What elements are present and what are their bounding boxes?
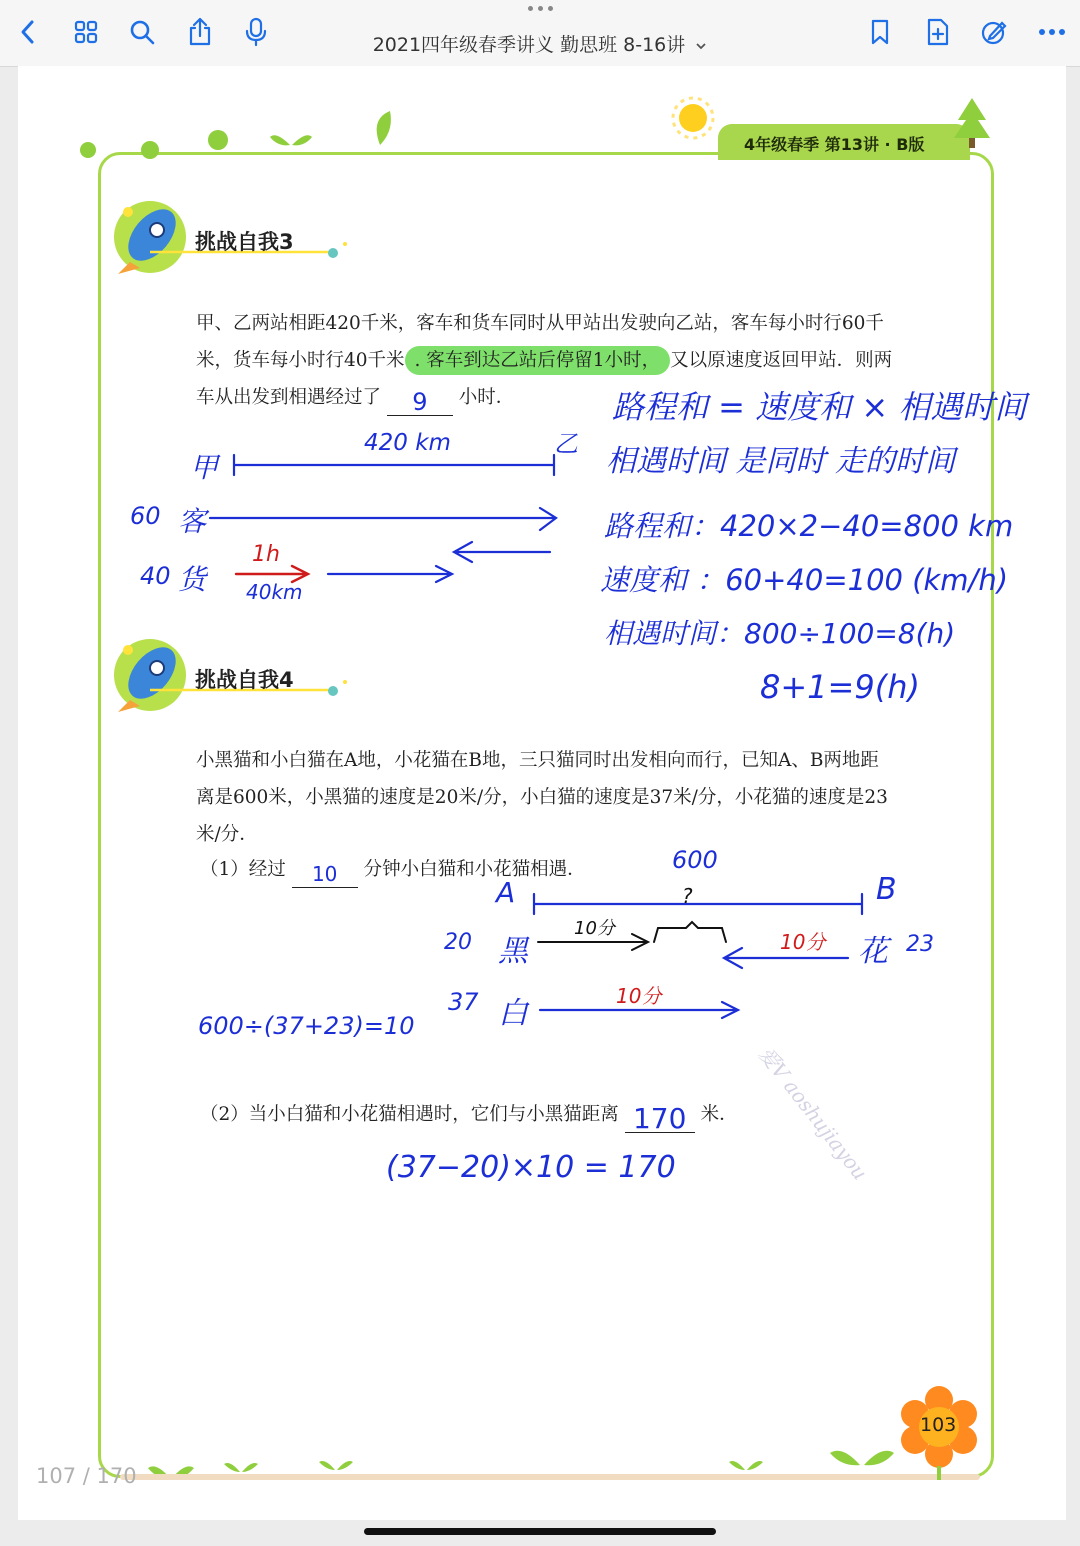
cats-diagram xyxy=(534,894,862,1018)
flower-cat-label: 花 xyxy=(858,934,888,969)
page-indicator: 107 / 170 xyxy=(36,1464,137,1488)
answer-blank: 170 xyxy=(625,1106,695,1133)
question-2 xyxy=(200,1096,975,1133)
sprout-icon xyxy=(80,111,391,159)
point-b-label: B xyxy=(876,872,897,907)
highlighted-text[interactable]: . 客车到达乙站后停留1小时， xyxy=(405,346,671,375)
text-line: 小黑猫和小白猫在A地，小花猫在B地，三只猫同时出发相向而行，已知A、B两地距 xyxy=(196,750,879,771)
flower-cat-time: 10分 xyxy=(780,930,826,954)
text-segment: 又以原速度返回甲站．则两 xyxy=(670,350,893,371)
point-a-label: A xyxy=(496,876,516,909)
handwritten-calc: 路程和：420×2−40=800 km xyxy=(604,509,1014,543)
bus-label: 客 xyxy=(178,505,207,538)
text-segment: （2）当小白猫和小花猫相遇时，它们与小黑猫距离 xyxy=(200,1104,619,1125)
challenge-4-title: 挑战自我4 xyxy=(195,668,294,692)
document-title-text: 2021四年级春季讲义 勤思班 8-16讲 xyxy=(372,34,686,56)
answer-blank: 9 xyxy=(387,389,453,416)
white-cat-time: 10分 xyxy=(616,984,662,1008)
challenge-3-title: 挑战自我3 xyxy=(195,230,294,254)
challenge-4-text xyxy=(196,742,971,853)
diagram-label-yi: 乙 xyxy=(554,430,578,458)
first-hour-label: 1h xyxy=(252,542,280,567)
lesson-banner-text: 4年级春季 第13讲 · B版 xyxy=(744,135,925,154)
sun-icon xyxy=(673,98,713,138)
handwritten-calc: 600÷(37+23)=10 xyxy=(198,1012,415,1040)
text-line xyxy=(200,851,975,888)
handwritten-calc: (37−20)×10 = 170 xyxy=(386,1150,676,1185)
text-segment: 米． xyxy=(700,1104,738,1125)
home-indicator[interactable] xyxy=(364,1528,716,1535)
text-line: 离是600米，小黑猫的速度是20米/分，小白猫的速度是37米/分，小花猫的速度是23 xyxy=(196,787,888,808)
unknown-distance: ? xyxy=(682,884,693,908)
text-line: 米/分． xyxy=(196,824,258,845)
diagram-total: 600 xyxy=(672,846,718,874)
handwritten-note: 相遇时间 是同时 走的时间 xyxy=(606,444,956,479)
black-cat-time: 10分 xyxy=(574,918,615,939)
truck-speed: 40 xyxy=(140,562,171,590)
text-line xyxy=(196,342,971,379)
diagram-distance: 420 km xyxy=(364,430,451,456)
handwritten-calc: 速度和 ：60+40=100 (km/h) xyxy=(600,563,1009,597)
handwritten-calc: 8+1=9(h) xyxy=(760,668,920,706)
truck-label: 货 xyxy=(178,563,207,596)
white-cat-speed: 37 xyxy=(448,988,479,1016)
ground-strip xyxy=(120,1474,980,1480)
first-hour-distance: 40km xyxy=(246,580,303,604)
text-segment: 小时． xyxy=(458,387,515,408)
text-segment: 米，货车每小时行40千米 xyxy=(196,350,405,371)
page-number: 103 xyxy=(920,1414,957,1436)
text-segment: 分钟小白猫和小花猫相遇． xyxy=(363,859,586,880)
white-cat-label: 白 xyxy=(498,996,528,1031)
handwritten-calc: 相遇时间：800÷100=8(h) xyxy=(604,617,956,650)
tree-icon xyxy=(954,98,990,148)
watermark: 爱V aoshujiayou xyxy=(753,1042,873,1185)
answer-blank: 10 xyxy=(292,861,358,888)
black-cat-arrow xyxy=(538,922,726,950)
black-cat-speed: 20 xyxy=(444,930,472,955)
diagram-label-jia: 甲 xyxy=(190,451,219,484)
text-segment: 车从出发到相遇经过了 xyxy=(196,387,382,408)
handwritten-formula: 路程和 = 速度和 × 相遇时间 xyxy=(612,388,1027,426)
text-segment: （1）经过 xyxy=(200,859,286,880)
text-line xyxy=(200,1096,975,1133)
text-line: 甲、乙两站相距420千米，客车和货车同时从甲站出发驶向乙站，客车每小时行60千 xyxy=(196,313,884,334)
black-cat-label: 黑 xyxy=(498,934,528,969)
bus-speed: 60 xyxy=(130,502,161,530)
flower-cat-speed: 23 xyxy=(906,932,934,957)
question-1 xyxy=(200,851,975,888)
